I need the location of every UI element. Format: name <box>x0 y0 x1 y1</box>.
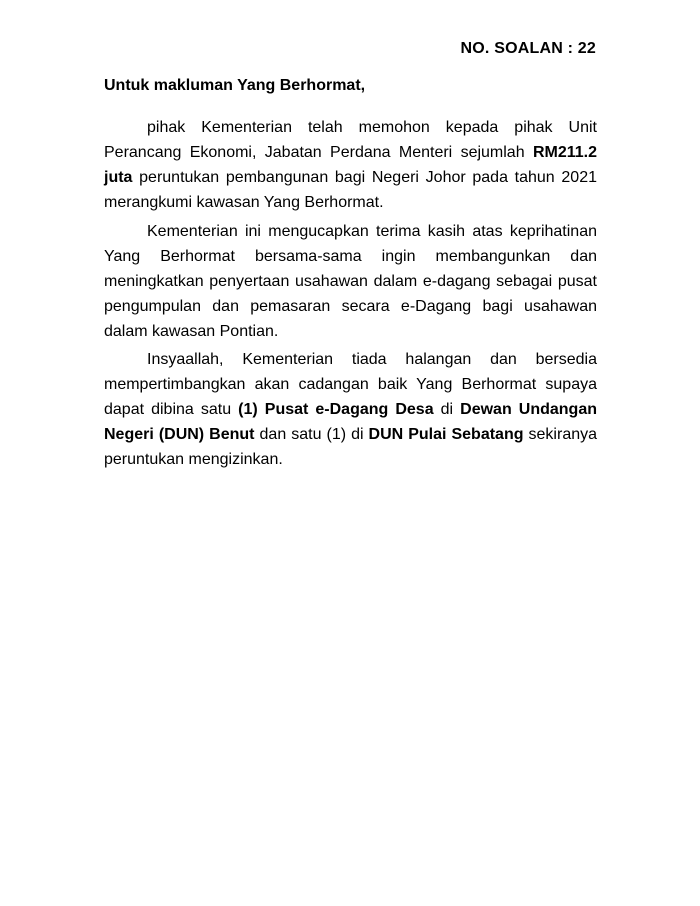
dun-benut-highlight: Dewan Undangan Negeri (DUN) Benut <box>104 401 597 443</box>
paragraph-text: sekiranya peruntukan mengizinkan. <box>104 426 598 468</box>
center-highlight: (1) Pusat e-Dagang Desa <box>238 401 434 418</box>
dun-pulai-sebatang-highlight: DUN Pulai Sebatang <box>368 426 524 443</box>
amount-highlight: RM211.2 juta <box>104 144 597 186</box>
paragraph-allocation-request <box>104 115 597 215</box>
salutation: Untuk makluman Yang Berhormat, <box>104 77 366 94</box>
paragraph-text: pihak Kementerian telah memohon kepada pihak Unit Perancang Ekonomi, Jabatan Perdana Menteri sejumlah <box>104 119 597 161</box>
paragraph-appreciation <box>104 219 597 344</box>
paragraph-text: Kementerian ini mengucapkan terima kasih atas keprihatinan Yang Berhormat bersama-sama ingin membangunkan dan meningkatkan penyertaan usahawan dalam e-dagang sebagai pusat pengumpulan dan pemasaran secara e-Dagang bagi usahawan dalam kawasan Pontian. <box>104 223 597 340</box>
paragraph-text: Insyaallah, Kementerian tiada halangan dan bersedia mempertimbangkan akan cadangan baik Yang Berhormat supaya dapat dibina satu <box>104 351 597 418</box>
paragraph-text: dan satu (1) di <box>254 426 369 443</box>
paragraph-text: di <box>433 401 461 418</box>
paragraph-text: peruntukan pembangunan bagi Negeri Johor pada tahun 2021 merangkumi kawasan Yang Berhormat. <box>104 169 597 211</box>
paragraph-proposal <box>104 347 597 472</box>
question-number: NO. SOALAN : 22 <box>460 40 596 57</box>
